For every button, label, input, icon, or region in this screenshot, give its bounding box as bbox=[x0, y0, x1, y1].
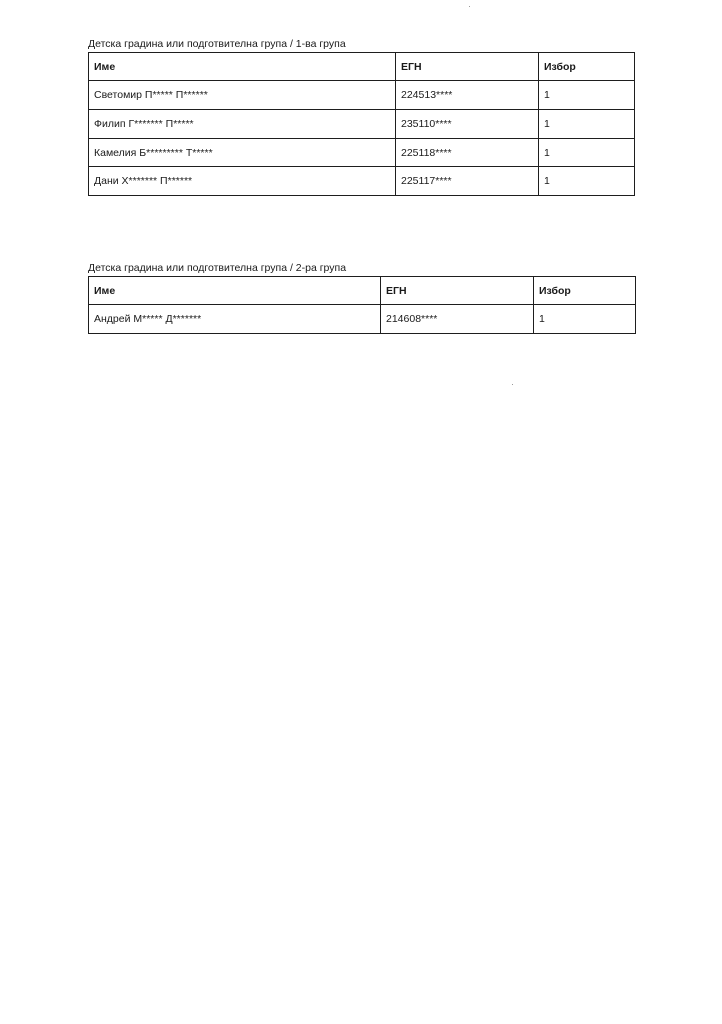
cell-choice: 1 bbox=[539, 167, 635, 196]
column-header-name: Име bbox=[89, 53, 396, 81]
cell-choice: 1 bbox=[539, 81, 635, 110]
column-header-name: Име bbox=[89, 277, 381, 305]
table-header-row bbox=[89, 277, 636, 305]
cell-choice: 1 bbox=[534, 305, 636, 334]
table-row bbox=[89, 81, 635, 110]
group-1-table bbox=[88, 52, 635, 196]
column-header-egn: ЕГН bbox=[381, 277, 534, 305]
cell-name: Светомир П***** П****** bbox=[89, 81, 396, 110]
cell-name: Камелия Б********* Т***** bbox=[89, 139, 396, 167]
group-1-title: Детска градина или подготвителна група / 1-ва група bbox=[88, 38, 346, 50]
column-header-choice: Избор bbox=[539, 53, 635, 81]
table-row bbox=[89, 110, 635, 139]
cell-name: Дани Х******* П****** bbox=[89, 167, 396, 196]
cell-egn: 214608**** bbox=[381, 305, 534, 334]
group-2-table bbox=[88, 276, 636, 334]
group-2-title: Детска градина или подготвителна група / 2-ра група bbox=[88, 262, 347, 274]
cell-egn: 225118**** bbox=[396, 139, 539, 167]
cell-egn: 224513**** bbox=[396, 81, 539, 110]
cell-choice: 1 bbox=[539, 139, 635, 167]
cell-egn: 235110**** bbox=[396, 110, 539, 139]
table-header-row bbox=[89, 53, 635, 81]
cell-choice: 1 bbox=[539, 110, 635, 139]
cell-name: Андрей М***** Д******* bbox=[89, 305, 381, 334]
table-row bbox=[89, 167, 635, 196]
table-row bbox=[89, 305, 636, 334]
column-header-choice: Избор bbox=[534, 277, 636, 305]
scan-speck bbox=[512, 384, 513, 385]
cell-egn: 225117**** bbox=[396, 167, 539, 196]
table-row bbox=[89, 139, 635, 167]
cell-name: Филип Г******* П***** bbox=[89, 110, 396, 139]
column-header-egn: ЕГН bbox=[396, 53, 539, 81]
scan-speck bbox=[469, 6, 470, 7]
